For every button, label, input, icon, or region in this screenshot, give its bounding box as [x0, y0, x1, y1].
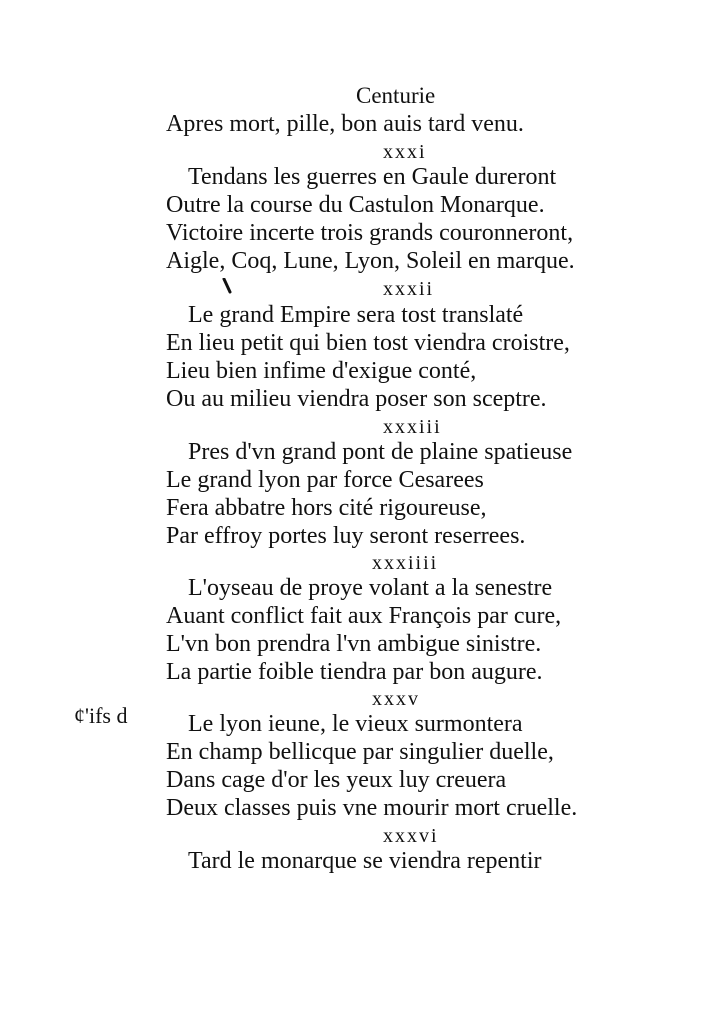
verse-line: L'vn bon prendra l'vn ambigue sinistre.: [166, 631, 542, 657]
verse-line: Auant conflict fait aux François par cure,: [166, 603, 562, 629]
verse-line: Apres mort, pille, bon auis tard venu.: [166, 111, 524, 137]
quatrain-number: xxxii: [383, 278, 435, 300]
verse-line: L'oyseau de proye volant a la senestre: [188, 575, 553, 601]
quatrain-number: xxxi: [383, 141, 427, 163]
verse-line: Le lyon ieune, le vieux surmontera: [188, 711, 523, 737]
verse-line: Lieu bien infime d'exigue conté,: [166, 358, 477, 384]
verse-line: Le grand Empire sera tost translaté: [188, 302, 524, 328]
quatrain-number: xxxiii: [383, 416, 442, 438]
page-header: Centurie: [356, 83, 436, 108]
verse-line: En lieu petit qui bien tost viendra croistre,: [166, 330, 570, 356]
verse-line: Tendans les guerres en Gaule dureront: [188, 164, 557, 190]
verse-line: Pres d'vn grand pont de plaine spatieuse: [188, 439, 573, 465]
verse-line: Par effroy portes luy seront reserrees.: [166, 523, 526, 549]
verse-line: En champ bellicque par singulier duelle,: [166, 739, 554, 765]
verse-line: Aigle, Coq, Lune, Lyon, Soleil en marque.: [166, 248, 575, 274]
verse-line: Tard le monarque se viendra repentir: [188, 848, 542, 874]
ink-mark-icon: [222, 278, 232, 294]
verse-line: Dans cage d'or les yeux luy creuera: [166, 767, 507, 793]
quatrain-number: xxxvi: [383, 825, 439, 847]
verse-line: Ou au milieu viendra poser son sceptre.: [166, 386, 547, 412]
quatrain-number: xxxiiii: [372, 552, 439, 574]
verse-line: La partie foible tiendra par bon augure.: [166, 659, 543, 685]
verse-line: Deux classes puis vne mourir mort cruelle.: [166, 795, 578, 821]
verse-line: Outre la course du Castulon Monarque.: [166, 192, 545, 218]
verse-line: Le grand lyon par force Cesarees: [166, 467, 484, 493]
margin-annotation: ¢'ifs d: [74, 703, 128, 728]
verse-line: Victoire incerte trois grands couronneront,: [166, 220, 574, 246]
quatrain-number: xxxv: [372, 688, 420, 710]
verse-line: Fera abbatre hors cité rigoureuse,: [166, 495, 487, 521]
